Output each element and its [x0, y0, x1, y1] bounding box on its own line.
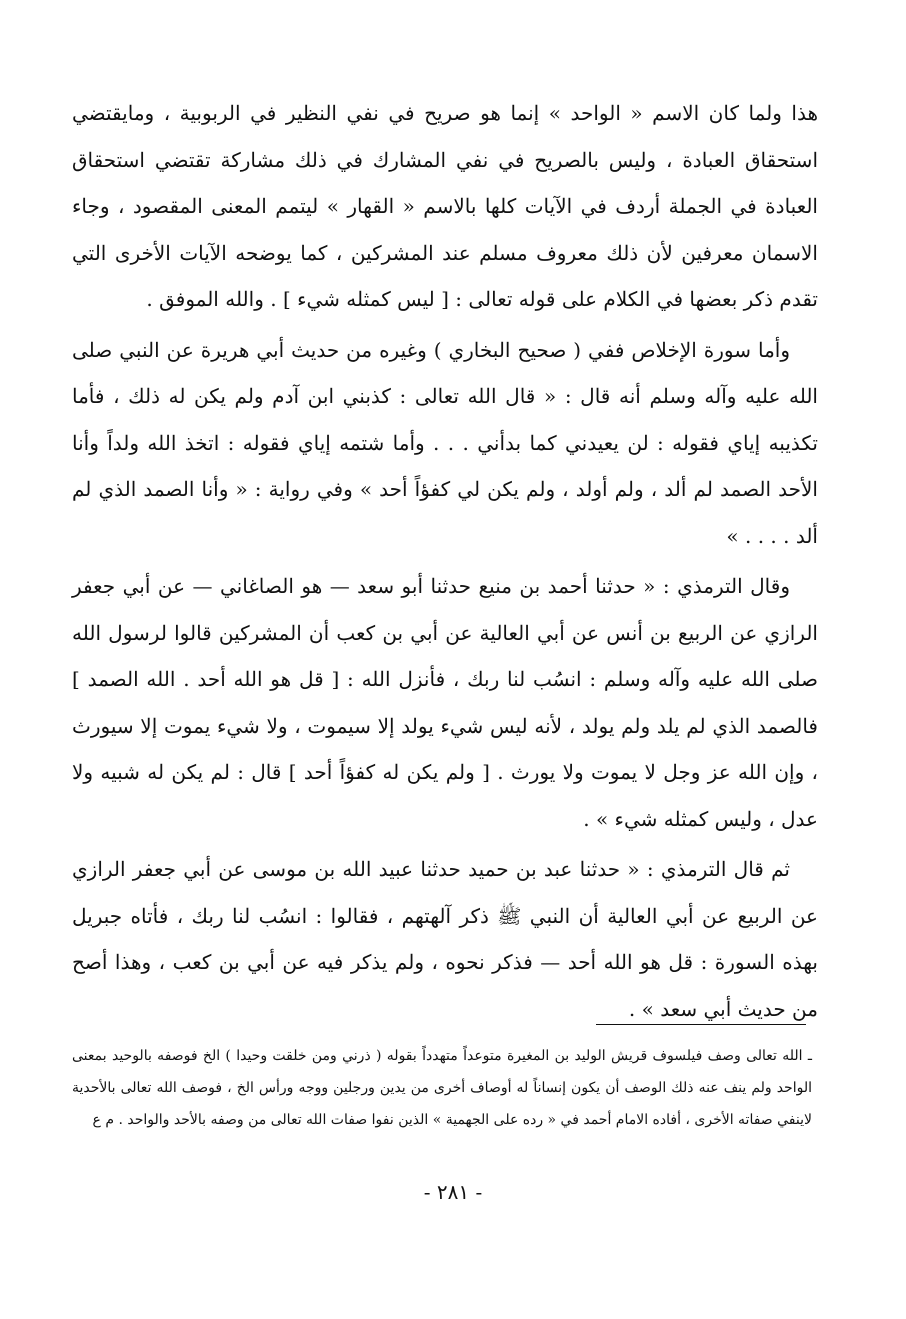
paragraph-1	[72, 90, 818, 323]
paragraph-text: هذا ولما كان الاسم « الواحد » إنما هو صريح في نفي النظير في الربوبية ، ومايقتضي استحقاق العبادة ، وليس بالصريح في نفي المشارك في ذلك مشاركة تقتضي استحقاق العبادة في الجملة أردف في الآيات كلها بالاسم « القهار » ليتمم المعنى المقصود ، وجاء الاسمان معرفين لأن ذلك معروف مسلم عند المشركين ، كما يوضحه الآيات الأخرى التي تقدم ذكر بعضها في الكلام على قوله تعالى : [ ليس كمثله شيء ] . والله الموفق .	[72, 101, 818, 311]
paragraph-text: وأما سورة الإخلاص ففي ( صحيح البخاري ) وغيره من حديث أبي هريرة عن النبي صلى الله عليه وآله وسلم أنه قال : « قال الله تعالى : كذبني ابن آدم ولم يكن له ذلك ، فأما تكذيبه إياي فقوله : لن يعيدني كما بدأني . . . وأما شتمه إياي فقوله : اتخذ الله ولداً وأنا الأحد الصمد لم ألد ، ولم أولد ، ولم يكن لي كفؤاً أحد » وفي رواية : « وأنا الصمد الذي لم ألد . . . . »	[72, 337, 818, 548]
paragraph-3	[72, 563, 818, 842]
footnote	[72, 1040, 812, 1136]
page-number: - ٢٨١ -	[423, 1180, 483, 1204]
paragraph-2	[72, 327, 818, 560]
paragraph-text: وقال الترمذي : « حدثنا أحمد بن منيع حدثنا أبو سعد — هو الصاغاني — عن أبي جعفر الرازي عن الربيع بن أنس عن أبي العالية عن أبي بن كعب أن المشركين قالوا لرسول الله صلى الله عليه وآله وسلم : انسُب لنا ربك ، فأنزل الله : [ قل هو الله أحد . الله الصمد ] فالصمد الذي لم يلد ولم يولد ، لأنه ليس شيء يولد إلا سيموت ، ولا شيء يموت إلا سيورث ، وإن الله عز وجل لا يموت ولا يورث . [ ولم يكن له كفؤاً أحد ] قال : لم يكن له شبيه ولا عدل ، وليس كمثله شيء » .	[72, 574, 818, 831]
footnote-divider	[596, 1024, 806, 1025]
paragraph-4	[72, 846, 818, 1032]
footnote-text: ـ الله تعالى وصف فيلسوف قريش الوليد بن المغيرة متوعداً متهدداً بقوله ( ذرني ومن خلقت وحيدا ) الخ فوصفه بالوحيد بمعنى الواحد ولم ينف عنه ذلك الوصف أن يكون إنساناً له أوصاف أخرى من يدين ورجلين ووجه ورأس الخ ، فوصف الله تعالى بالأحدية لاينفي صفاته الأخرى ، أفاده الامام أحمد في « رده على الجهمية » الذين نفوا صفات الله تعالى من وصفه بالأحد والواحد . م ع	[72, 1048, 812, 1128]
paragraph-text: ثم قال الترمذي : « حدثنا عبد بن حميد حدثنا عبيد الله بن موسى عن أبي جعفر الرازي عن الربيع عن أبي العالية أن النبي ﷺ ذكر آلهتهم ، فقالوا : انسُب لنا ربك ، فأتاه جبريل بهذه السورة : قل هو الله أحد — فذكر نحوه ، ولم يذكر فيه عن أبي بن كعب ، وهذا أصح من حديث أبي سعد » .	[72, 857, 818, 1021]
